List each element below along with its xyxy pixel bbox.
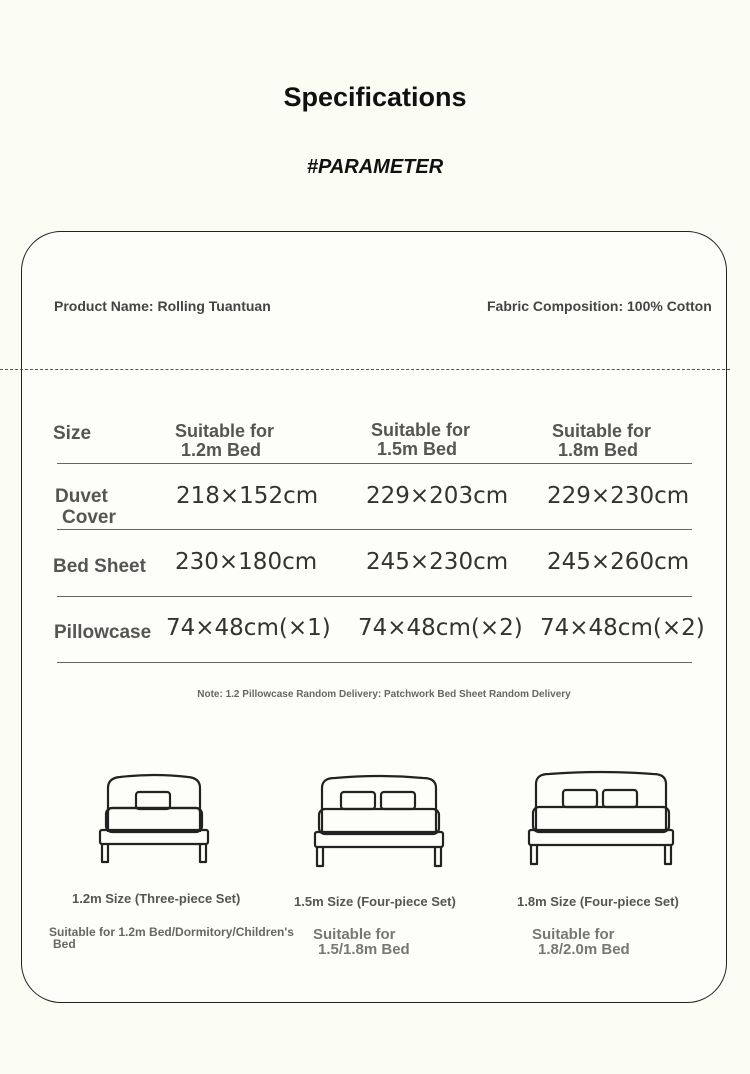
- bed-caption-1: 1.2m Size (Three-piece Set): [72, 891, 241, 906]
- bed-two-pillow-icon: [98, 772, 210, 864]
- table-cell: 230×180cm: [175, 549, 318, 575]
- bed-suitability-1: Suitable for 1.2m Bed/Dormitory/Children's Bed: [49, 925, 294, 951]
- table-rule: [57, 662, 692, 663]
- column-header-2: Suitable for 1.5m Bed: [371, 420, 471, 459]
- bed-double-icon: [313, 774, 445, 868]
- table-cell: 74×48cm(×2): [540, 615, 705, 641]
- fabric-composition: Fabric Composition: 100% Cotton: [487, 298, 712, 314]
- bed-king-icon: [527, 770, 675, 866]
- bed-caption-3: 1.8m Size (Four-piece Set): [517, 894, 679, 909]
- product-name: Product Name: Rolling Tuantuan: [54, 298, 271, 314]
- size-header: Size: [53, 423, 92, 444]
- row-label-bed-sheet: Bed Sheet: [53, 556, 146, 577]
- table-rule: [57, 596, 692, 597]
- delivery-note: Note: 1.2 Pillowcase Random Delivery: Patchwork Bed Sheet Random Delivery: [197, 689, 571, 700]
- table-cell: 245×230cm: [366, 549, 509, 575]
- bed-suitability-3: Suitable for 1.8/2.0m Bed: [532, 926, 630, 958]
- table-cell: 74×48cm(×1): [166, 615, 331, 641]
- table-cell: 245×260cm: [547, 549, 690, 575]
- table-rule: [57, 463, 692, 464]
- row-label-duvet-cover: Duvet Cover: [55, 486, 116, 528]
- row-label-pillowcase: Pillowcase: [54, 622, 152, 643]
- page-subtitle: #PARAMETER: [306, 156, 444, 178]
- table-cell: 74×48cm(×2): [358, 615, 523, 641]
- table-rule: [57, 529, 692, 530]
- table-cell: 229×203cm: [366, 483, 509, 509]
- table-cell: 218×152cm: [176, 483, 319, 509]
- page-title: Specifications: [283, 82, 467, 112]
- table-cell: 229×230cm: [547, 483, 690, 509]
- bed-caption-2: 1.5m Size (Four-piece Set): [294, 894, 456, 909]
- column-header-1: Suitable for 1.2m Bed: [175, 421, 275, 460]
- column-header-3: Suitable for 1.8m Bed: [552, 421, 652, 460]
- dashed-divider: [0, 369, 730, 370]
- bed-suitability-2: Suitable for 1.5/1.8m Bed: [313, 926, 410, 958]
